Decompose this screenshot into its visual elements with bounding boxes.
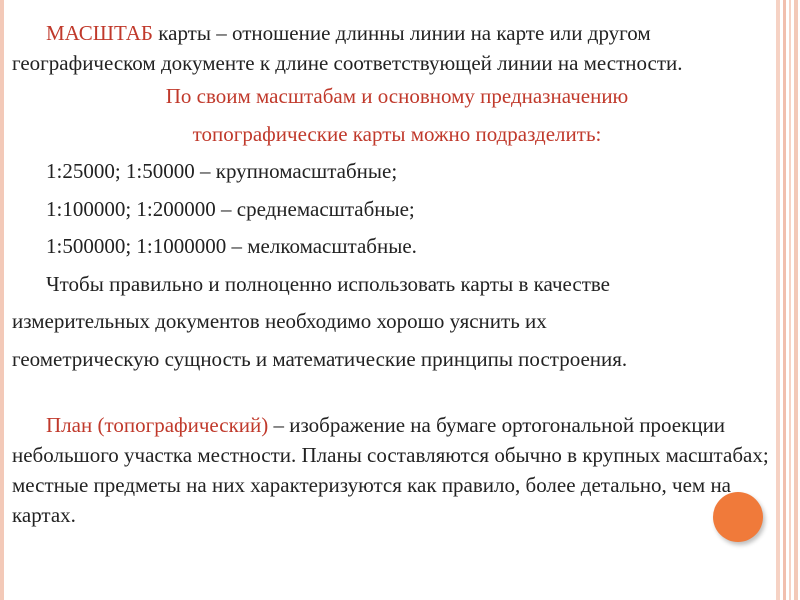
definition-text: карты – отношение длинны линии на карте или другом географическом документе к длине соответствующей линии на местности.: [12, 21, 683, 75]
slide-body: [12, 18, 782, 530]
usage-line-3: геометрическую сущность и математические принципы построения.: [12, 346, 628, 371]
scale-item-2: 1:100000; 1:200000 – среднемасштабные;: [46, 196, 415, 221]
plan-text: – изображение на бумаге ортогональной проекции небольшого участка местности. Планы составляются обычно в крупных масштабах; местные предметы на них характеризуются как правило, более детально, чем на картах.: [12, 413, 769, 527]
stripe: [789, 0, 791, 600]
definition-term: МАСШТАБ: [46, 21, 153, 45]
orange-circle-decor: [713, 492, 763, 542]
subheading-line-1: По своим масштабам и основному предназначению: [165, 84, 629, 108]
spacer: [12, 378, 782, 410]
plan-term: План (топографический): [46, 413, 269, 437]
stripe: [783, 0, 786, 600]
scale-item-3: 1:500000; 1:1000000 – мелкомасштабные.: [46, 234, 417, 258]
usage-line-1: Чтобы правильно и полноценно использовать карты в качестве: [46, 271, 610, 296]
plan-paragraph: [12, 410, 782, 530]
scale-item-1: 1:25000; 1:50000 – крупномасштабные;: [46, 159, 398, 183]
stripe: [794, 0, 798, 600]
definition-paragraph: [12, 18, 782, 78]
subheading-line-2: топографические карты можно подразделить:: [192, 121, 602, 146]
left-decor-bar: [0, 0, 4, 600]
usage-line-2: измерительных документов необходимо хорошо уяснить их: [12, 309, 547, 333]
